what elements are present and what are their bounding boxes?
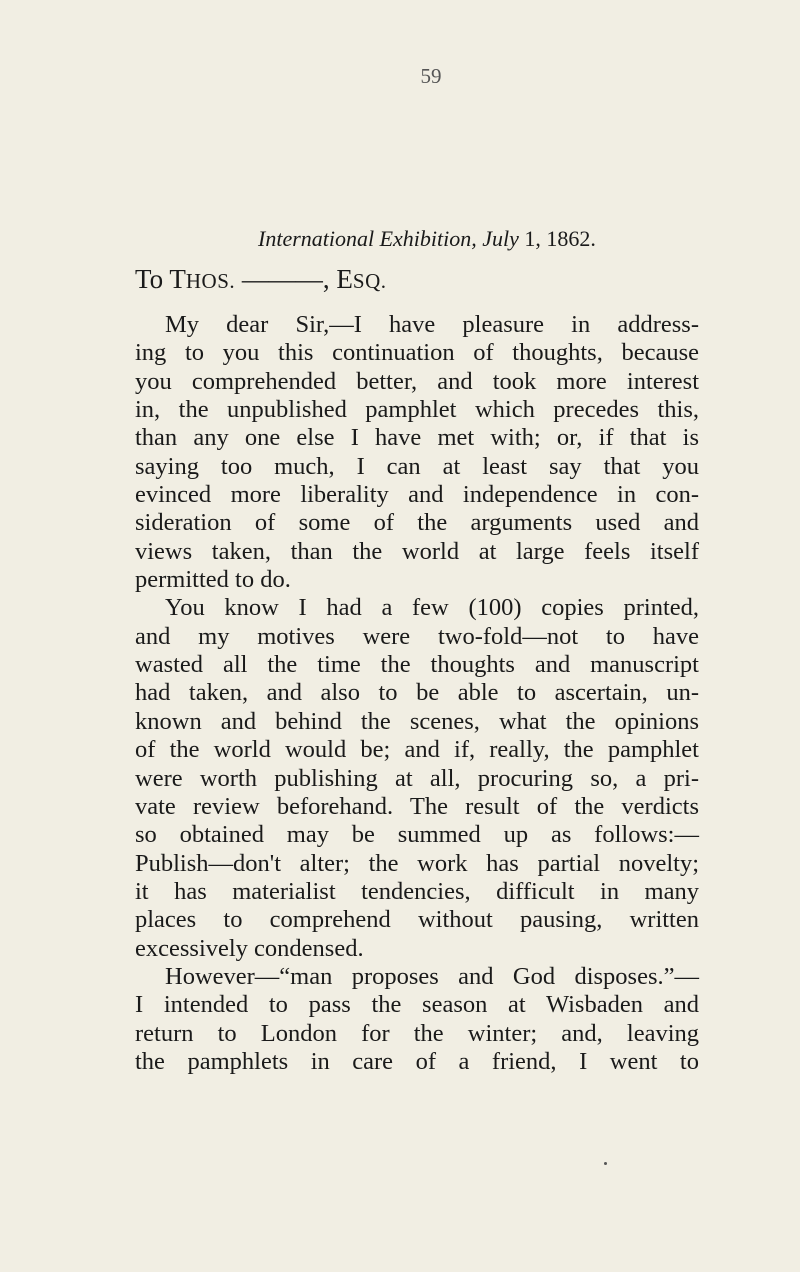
text-line: sideration of some of the arguments used and bbox=[135, 509, 699, 537]
text-line: permitted to do. bbox=[135, 566, 291, 594]
text-line: than any one else I have met with; or, if that is bbox=[135, 424, 699, 452]
text-line: known and behind the scenes, what the opinions bbox=[135, 707, 699, 735]
dateline bbox=[258, 226, 596, 252]
letter-body bbox=[135, 311, 699, 1076]
text-line: ing to you this continuation of thoughts, because bbox=[135, 339, 699, 367]
text-line: Publish—don't alter; the work has partial novelty; bbox=[135, 849, 699, 877]
text-line: were worth publishing at all, procuring so, a pri- bbox=[135, 764, 699, 792]
text-line: it has materialist tendencies, difficult in many bbox=[135, 877, 699, 905]
text-line: views taken, than the world at large feels itself bbox=[135, 537, 699, 565]
text-line: You know I had a few (100) copies printed, bbox=[165, 594, 699, 622]
text-line: excessively condensed. bbox=[135, 934, 364, 962]
text-line: had taken, and also to be able to ascertain, un- bbox=[135, 679, 699, 707]
salutation bbox=[135, 264, 387, 295]
text-line: I intended to pass the season at Wisbaden and bbox=[135, 991, 699, 1019]
text-line: return to London for the winter; and, leaving bbox=[135, 1019, 699, 1047]
text-line: vate review beforehand. The result of the verdicts bbox=[135, 792, 699, 820]
salutation-initial-e: E bbox=[336, 264, 353, 294]
salutation-initial-t: T bbox=[169, 264, 186, 294]
text-line: However—“man proposes and God disposes.”— bbox=[165, 962, 699, 990]
text-line: you comprehended better, and took more interest bbox=[135, 367, 699, 395]
salutation-dash: ———, bbox=[241, 264, 330, 294]
text-line: so obtained may be summed up as follows:— bbox=[135, 821, 699, 849]
printer-mark bbox=[604, 1162, 607, 1165]
dateline-event: International Exhibition, bbox=[258, 226, 477, 251]
text-line: saying too much, I can at least say that you bbox=[135, 452, 699, 480]
salutation-name: HOS. bbox=[185, 269, 236, 293]
text-line: My dear Sir,—I have pleasure in address- bbox=[165, 311, 699, 338]
text-line: wasted all the time the thoughts and manuscript bbox=[135, 651, 699, 679]
salutation-to: To bbox=[135, 264, 164, 294]
text-line: and my motives were two-fold—not to have bbox=[135, 622, 699, 650]
salutation-title: SQ. bbox=[352, 269, 387, 293]
page-number: 59 bbox=[420, 64, 442, 88]
text-line: the pamphlets in care of a friend, I went to bbox=[135, 1047, 699, 1075]
text-line: places to comprehend without pausing, written bbox=[135, 906, 699, 934]
text-line: in, the unpublished pamphlet which precedes this, bbox=[135, 396, 699, 424]
dateline-date: 1, 1862. bbox=[524, 226, 596, 251]
dateline-month: July bbox=[482, 226, 519, 251]
text-line: evinced more liberality and independence in con- bbox=[135, 481, 699, 509]
text-line: of the world would be; and if, really, the pamphlet bbox=[135, 736, 699, 764]
